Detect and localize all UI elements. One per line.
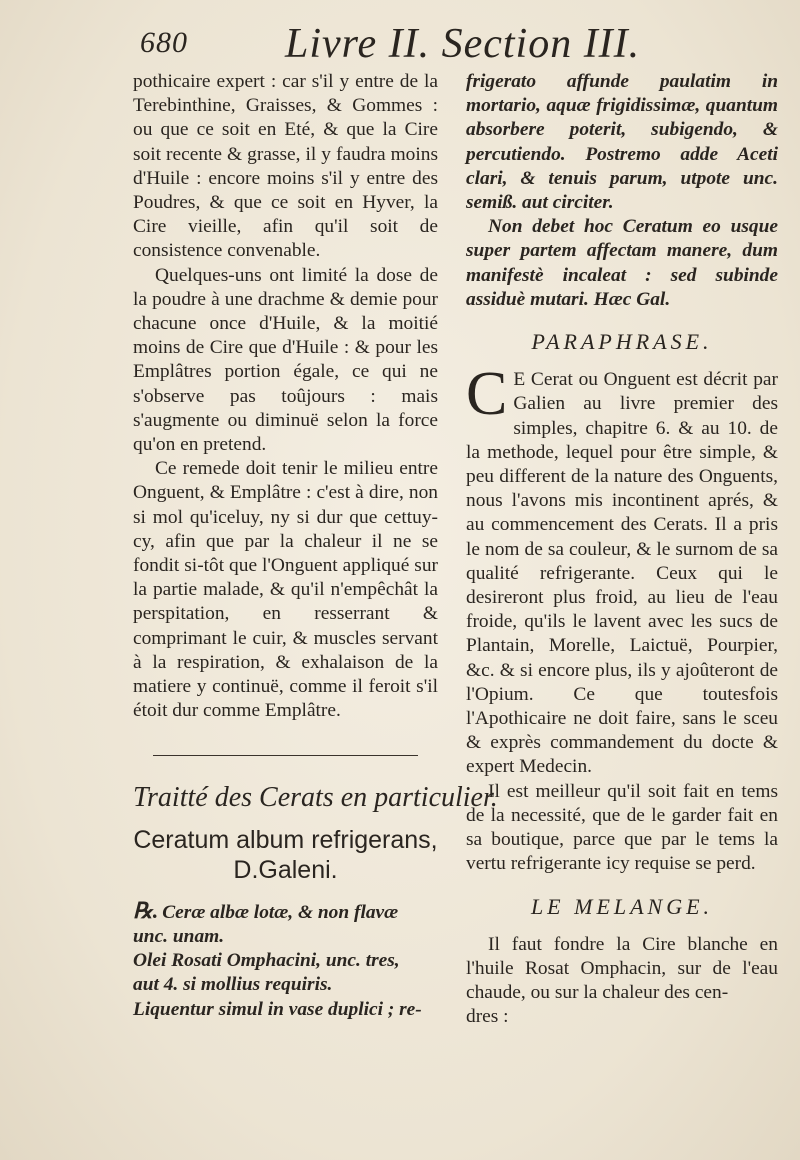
- recipe-line: unc. unam.: [133, 925, 225, 947]
- page-number: 680: [140, 26, 188, 59]
- catchword: dres :: [466, 1006, 509, 1028]
- recipe-line: Olei Rosati Omphacini, unc. tres,: [133, 950, 400, 972]
- paraphrase-heading: PARAPHRASE.: [531, 329, 713, 355]
- section-divider: [153, 755, 418, 756]
- paragraph: Il est meilleur qu'il soit fait en tems de la necessité, que de le garder fait en sa boutique, parce que par le tems la vertu refrigerante icy requise se perd.: [466, 780, 778, 875]
- melange-heading: LE MELANGE.: [530, 893, 714, 919]
- recipe-title-line: D.Galeni.: [233, 855, 338, 884]
- recipe-line-text: Ceræ albæ lotæ, & non flavæ: [162, 901, 399, 923]
- right-column: [466, 70, 778, 1030]
- page-header: [0, 20, 800, 70]
- drop-cap: C: [466, 360, 508, 429]
- paragraph: Quelques-uns ont limité la dose de la poudre à une drachme & demie pour chacune once d'Huile, & la moitié moins de Cire que d'Huile : & pour les Emplâtres portion égale, ce qui ne s'observe pas toûjours : mais s'augmente ou diminuë selon la force qu'on en pretend.: [133, 264, 438, 456]
- recipe-title: [133, 825, 438, 885]
- paragraph: pothicaire expert : car s'il y entre de la Terebinthine, Graisses, & Gommes : ou que ce soit en Eté, & que la Cire soit recente & grasse, il y faudra moins d'Huile : encore moins s'il y entre des Poudres, & que ce soit en Hyver, la Cire vieille, afin qu'il soit de consistence convenable.: [133, 71, 438, 262]
- recipe-line: Liquentur simul in vase duplici ; re-: [133, 998, 422, 1020]
- recipe-block: [133, 899, 438, 1022]
- section-title: Traitté des Cerats en particulier.: [133, 782, 498, 814]
- recipe-symbol: ℞.: [133, 897, 159, 923]
- recipe-line: aut 4. si mollius requiris.: [133, 974, 333, 996]
- recipe-line: [133, 899, 438, 925]
- recipe-title-line: Ceratum album refrigerans,: [133, 825, 438, 854]
- running-head: Livre II. Section III.: [285, 21, 641, 67]
- paragraph: Ce remede doit tenir le milieu entre Onguent, & Emplâtre : c'est à dire, non si mol qu'iceluy, ny si dur que cettuy-cy, afin que par la chaleur il ne se fondit si-tôt que l'Onguent appliqué sur la partie malade, & qu'il n'empêchât la perspitation, en resserrant & comprimant le cuir, & muscles servant à la respiration, & exhalaison de la matiere y continuë, comme il feroit s'il étoit dur comme Emplâtre.: [133, 458, 438, 722]
- paragraph: Il faut fondre la Cire blanche en l'huile Rosat Omphacin, sur de l'eau chaude, ou sur la chaleur des cen-: [466, 933, 778, 1004]
- latin-text: frigerato affunde paulatim in mortario, aquæ frigidissimæ, quantum absorbere poterit, subigendo, & percutiendo. Postremo adde Aceti clari, & tenuis parum, utpote unc. semiß. aut circiter.: [466, 71, 778, 214]
- latin-text: Non debet hoc Ceratum eo usque super partem affectam manere, dum manifestè incaleat : sed subinde assiduè mutari. Hæc Gal.: [466, 216, 778, 310]
- left-column: [133, 70, 498, 1022]
- paraphrase-text: E Cerat ou Onguent est décrit par Galien au livre premier des simples, chapitre 6. & au 10. de la methode, lequel pour être simple, & peu different de la nature des Onguents, nous l'avons mis incontinent aprés, & au commencement des Cerats. Il a pris le nom de sa couleur, & le surnom de sa qualité refrigerante. Ceux qui le desireront plus froid, au lieu de l'eau froide, qu'ils le lavent avec les sucs de Plantain, Morelle, Laictuë, Pourpier, &c. & si encore plus, ils y ajoûteront de l'Opium. Ce que toutesfois l'Apothicaire ne doit faire, sans le sceu & exprès commandement du docte & expert Medecin.: [466, 369, 778, 778]
- paraphrase-paragraph: [466, 360, 778, 779]
